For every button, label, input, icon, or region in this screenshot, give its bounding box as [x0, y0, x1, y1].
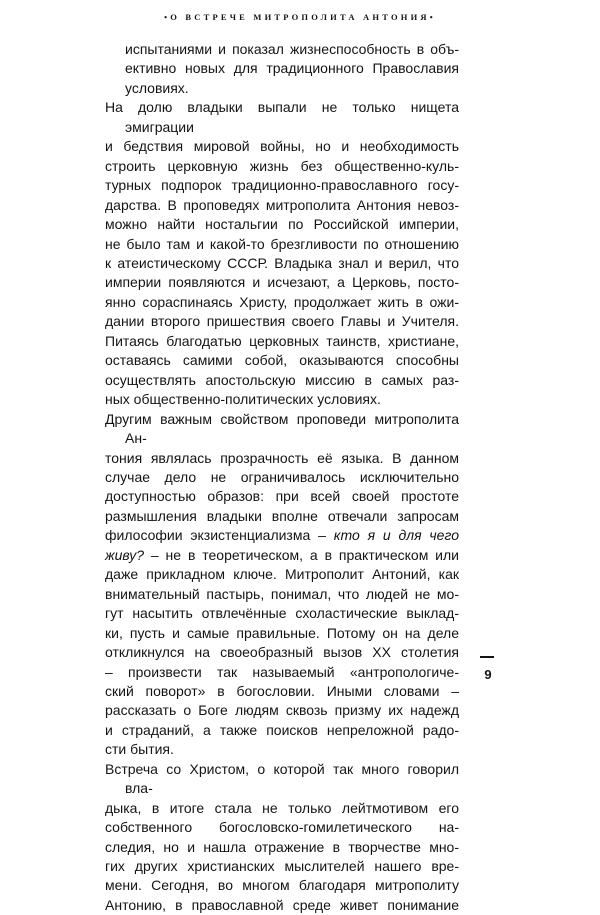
italic-question: кто я и для чего: [333, 527, 459, 544]
text-line: Другим важным свойством проповеди митрополита Ан-: [105, 410, 459, 447]
text-line: и бедствия мировой войны, но и необходимость: [105, 138, 459, 155]
text-line: мени. Сегодня, во многом благодаря митрополиту: [105, 877, 459, 894]
text-line: испытаниями и показал жизнеспособность в объ-: [125, 41, 459, 57]
text-line: Встреча со Христом, о которой так много говорил вла-: [105, 760, 459, 797]
body-text: [105, 40, 459, 915]
text-line: На долю владыки выпали не только нищета эмиграции: [105, 99, 459, 135]
text-line: случае дело не ограничивалось исключительно: [105, 468, 459, 485]
text-line: внимательный пастырь, понимал, что людей не мо-: [105, 585, 459, 602]
text-line: условиях.: [125, 79, 189, 96]
running-head: •О ВСТРЕЧЕ МИТРОПОЛИТА АНТОНИЯ•: [164, 12, 436, 22]
text-line: Питаясь благодатью церковных таинств, христиане,: [105, 332, 459, 349]
text-line: можно найти ностальгии по Российской империи,: [105, 216, 459, 233]
text-line: не было там и какой-то брезгливости по отношению: [105, 235, 459, 252]
text-line: ективно новых для традиционного Православия: [125, 60, 459, 77]
text-line: собственного богословско-гомилетического на-: [105, 819, 459, 836]
text-line: тония являлась прозрачность её языка. В данном: [105, 449, 459, 466]
text-line: следия, но и нашла отражение в творчестве мно-: [105, 838, 459, 855]
text-line: размышления владыки вполне отвечали запросам: [105, 507, 459, 524]
text-line: гих других христианских мыслителей нашего вре-: [105, 858, 459, 875]
text-line: дании второго пришествия своего Главы и Учителя.: [105, 313, 459, 330]
text-line: турных подпорок традиционно-православного госу-: [105, 177, 459, 194]
page-number: 9: [484, 667, 492, 682]
text-line: ки, пусть и самые правильные. Потому он на деле: [105, 624, 459, 641]
text-line: сти бытия.: [105, 741, 174, 758]
text-line: оставаясь самими собой, оказываются способны: [105, 352, 459, 369]
text-line: даже прикладном ключе. Митрополит Антоний, как: [105, 566, 459, 583]
text-line: ский поворот» в богословии. Иными словами –: [105, 682, 459, 699]
text-line-mixed: [105, 526, 459, 545]
text-line: и страданий, а также поисков непреложной радо-: [105, 721, 459, 738]
text-line: ных общественно-политических условиях.: [105, 391, 381, 408]
paragraph-encounter: [105, 760, 459, 915]
text-line: дыка, в итоге стала не только лейтмотивом его: [105, 799, 459, 816]
paragraph-emigration: [105, 98, 459, 409]
paragraph-continuation: [105, 40, 459, 98]
text-line: откликнулся на своеобразный вызов XX столетия: [105, 644, 459, 661]
text-line: империи появляются и исчезают, а Церковь, посто-: [105, 274, 459, 291]
text-line-mixed: [105, 546, 459, 565]
folio-rule: [480, 656, 494, 658]
text-line: янно сораспинаясь Христу, продолжает жить в ожи-: [105, 293, 459, 310]
paragraph-language: [105, 410, 459, 760]
text-segment: – не в теоретическом, а в практическом или: [144, 546, 459, 563]
text-line: осуществлять апостольскую миссию в самых раз-: [105, 371, 459, 388]
text-segment: философии экзистенциализма –: [105, 527, 326, 544]
text-line: доступностью образов: при всей своей простоте: [105, 488, 459, 505]
text-line: рассказать о Боге людям сквозь призму их надежд: [105, 702, 459, 719]
italic-question: живу?: [105, 546, 145, 563]
text-line: дарства. В проповедях митрополита Антония невоз-: [105, 196, 459, 213]
text-line: Антонию, в православной среде живет понимание: [105, 896, 459, 913]
text-line: строить церковную жизнь без общественно-куль-: [105, 157, 459, 174]
text-line: – произвести так называемый «антропологиче-: [105, 663, 459, 680]
text-line: к атеистическому СССР. Владыка знал и верил, что: [105, 254, 459, 271]
text-line: гут насытить отвлечённые схоластические выклад-: [105, 605, 459, 622]
